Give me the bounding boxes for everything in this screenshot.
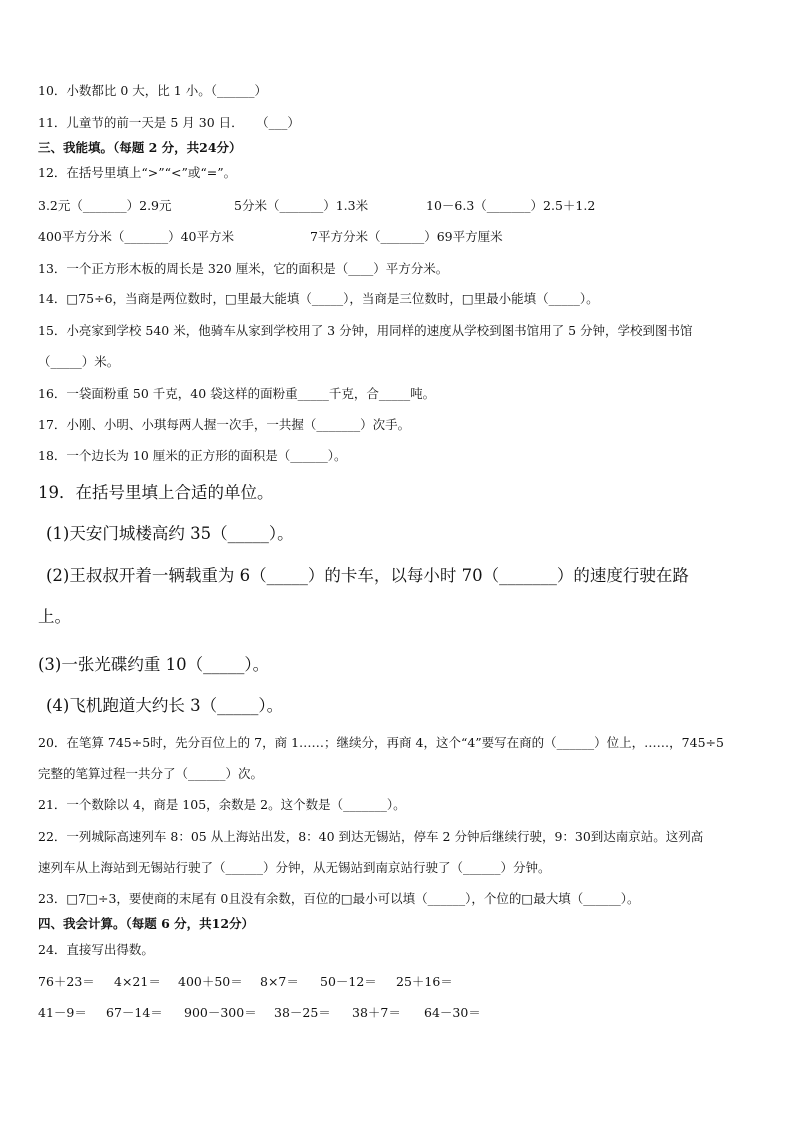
question-21: 21．一个数除以 4，商是 105，余数是 2。这个数是（_______）。 xyxy=(38,797,406,812)
question-16: 16．一袋面粉重 50 千克，40 袋这样的面粉重_____千克，合_____吨。 xyxy=(38,386,436,401)
question-17: 17．小刚、小明、小琪每两人握一次手，一共握（_______）次手。 xyxy=(38,417,411,432)
calc-item: 38－25＝ xyxy=(274,1005,331,1020)
compare-item: 5分米（_______）1.3米 xyxy=(234,198,369,213)
question-24: 24．直接写出得数。 xyxy=(38,942,154,957)
section-4-heading: 四、我会计算。（每题 6 分，共12分） xyxy=(38,916,255,931)
question-23: 23．□7□÷3，要使商的末尾有 0且没有余数，百位的□最小可以填（______），个位的□最大填（______）。 xyxy=(38,891,640,906)
question-15-line-2: （_____）米。 xyxy=(38,354,120,369)
calc-item: 50－12＝ xyxy=(320,974,377,989)
question-18: 18．一个边长为 10 厘米的正方形的面积是（______）。 xyxy=(38,448,347,463)
question-19-part-1: (1)天安门城楼高约 35（_____）。 xyxy=(46,524,294,543)
question-22-line-2: 速列车从上海站到无锡站行驶了（______）分钟，从无锡站到南京站行驶了（______）分钟。 xyxy=(38,860,551,875)
question-10: 10．小数都比 0 大，比 1 小。（______） xyxy=(38,83,267,98)
calc-item: 8×7＝ xyxy=(260,974,299,989)
question-12: 12．在括号里填上“>”“<”或“=”。 xyxy=(38,165,237,180)
calc-item: 25＋16＝ xyxy=(396,974,453,989)
calc-item: 400＋50＝ xyxy=(178,974,243,989)
question-20-line-1: 20．在笔算 745÷5时，先分百位上的 7，商 1……；继续分，再商 4，这个“4”要写在商的（______）位上，……，745÷5 xyxy=(38,735,724,750)
question-19: 19．在括号里填上合适的单位。 xyxy=(38,483,274,502)
compare-item: 400平方分米（_______）40平方米 xyxy=(38,229,235,244)
calc-item: 4×21＝ xyxy=(114,974,161,989)
question-19-part-2-line-2: 上。 xyxy=(38,607,71,626)
question-14: 14．□75÷6，当商是两位数时，□里最大能填（_____），当商是三位数时，□里最小能填（_____）。 xyxy=(38,291,599,306)
question-19-part-3: (3)一张光碟约重 10（_____）。 xyxy=(38,655,270,674)
compare-item: 10－6.3（_______）2.5＋1.2 xyxy=(426,198,596,213)
calc-item: 900－300＝ xyxy=(184,1005,257,1020)
section-3-heading: 三、我能填。（每题 2 分，共24分） xyxy=(38,140,242,155)
question-13: 13．一个正方形木板的周长是 320 厘米，它的面积是（____）平方分米。 xyxy=(38,261,449,276)
question-20-line-2: 完整的笔算过程一共分了（______）次。 xyxy=(38,766,264,781)
compare-item: 3.2元（_______）2.9元 xyxy=(38,198,172,213)
question-22-line-1: 22．一列城际高速列车 8：05 从上海站出发，8：40 到达无锡站，停车 2 分钟后继续行驶，9：30到达南京站。这列高 xyxy=(38,829,704,844)
question-19-part-4: (4)飞机跑道大约长 3（_____）。 xyxy=(46,696,284,715)
question-19-part-2-line-1: (2)王叔叔开着一辆载重为 6（_____）的卡车，以每小时 70（_______）的速度行驶在路 xyxy=(46,566,689,585)
question-11: 11．儿童节的前一天是 5 月 30 日． （___） xyxy=(38,115,300,130)
question-15-line-1: 15．小亮家到学校 540 米，他骑车从家到学校用了 3 分钟，用同样的速度从学校到图书馆用了 5 分钟，学校到图书馆 xyxy=(38,323,693,338)
calc-item: 64－30＝ xyxy=(424,1005,481,1020)
calc-item: 38＋7＝ xyxy=(352,1005,401,1020)
calc-item: 76＋23＝ xyxy=(38,974,95,989)
compare-item: 7平方分米（_______）69平方厘米 xyxy=(310,229,503,244)
calc-item: 41－9＝ xyxy=(38,1005,87,1020)
calc-item: 67－14＝ xyxy=(106,1005,163,1020)
